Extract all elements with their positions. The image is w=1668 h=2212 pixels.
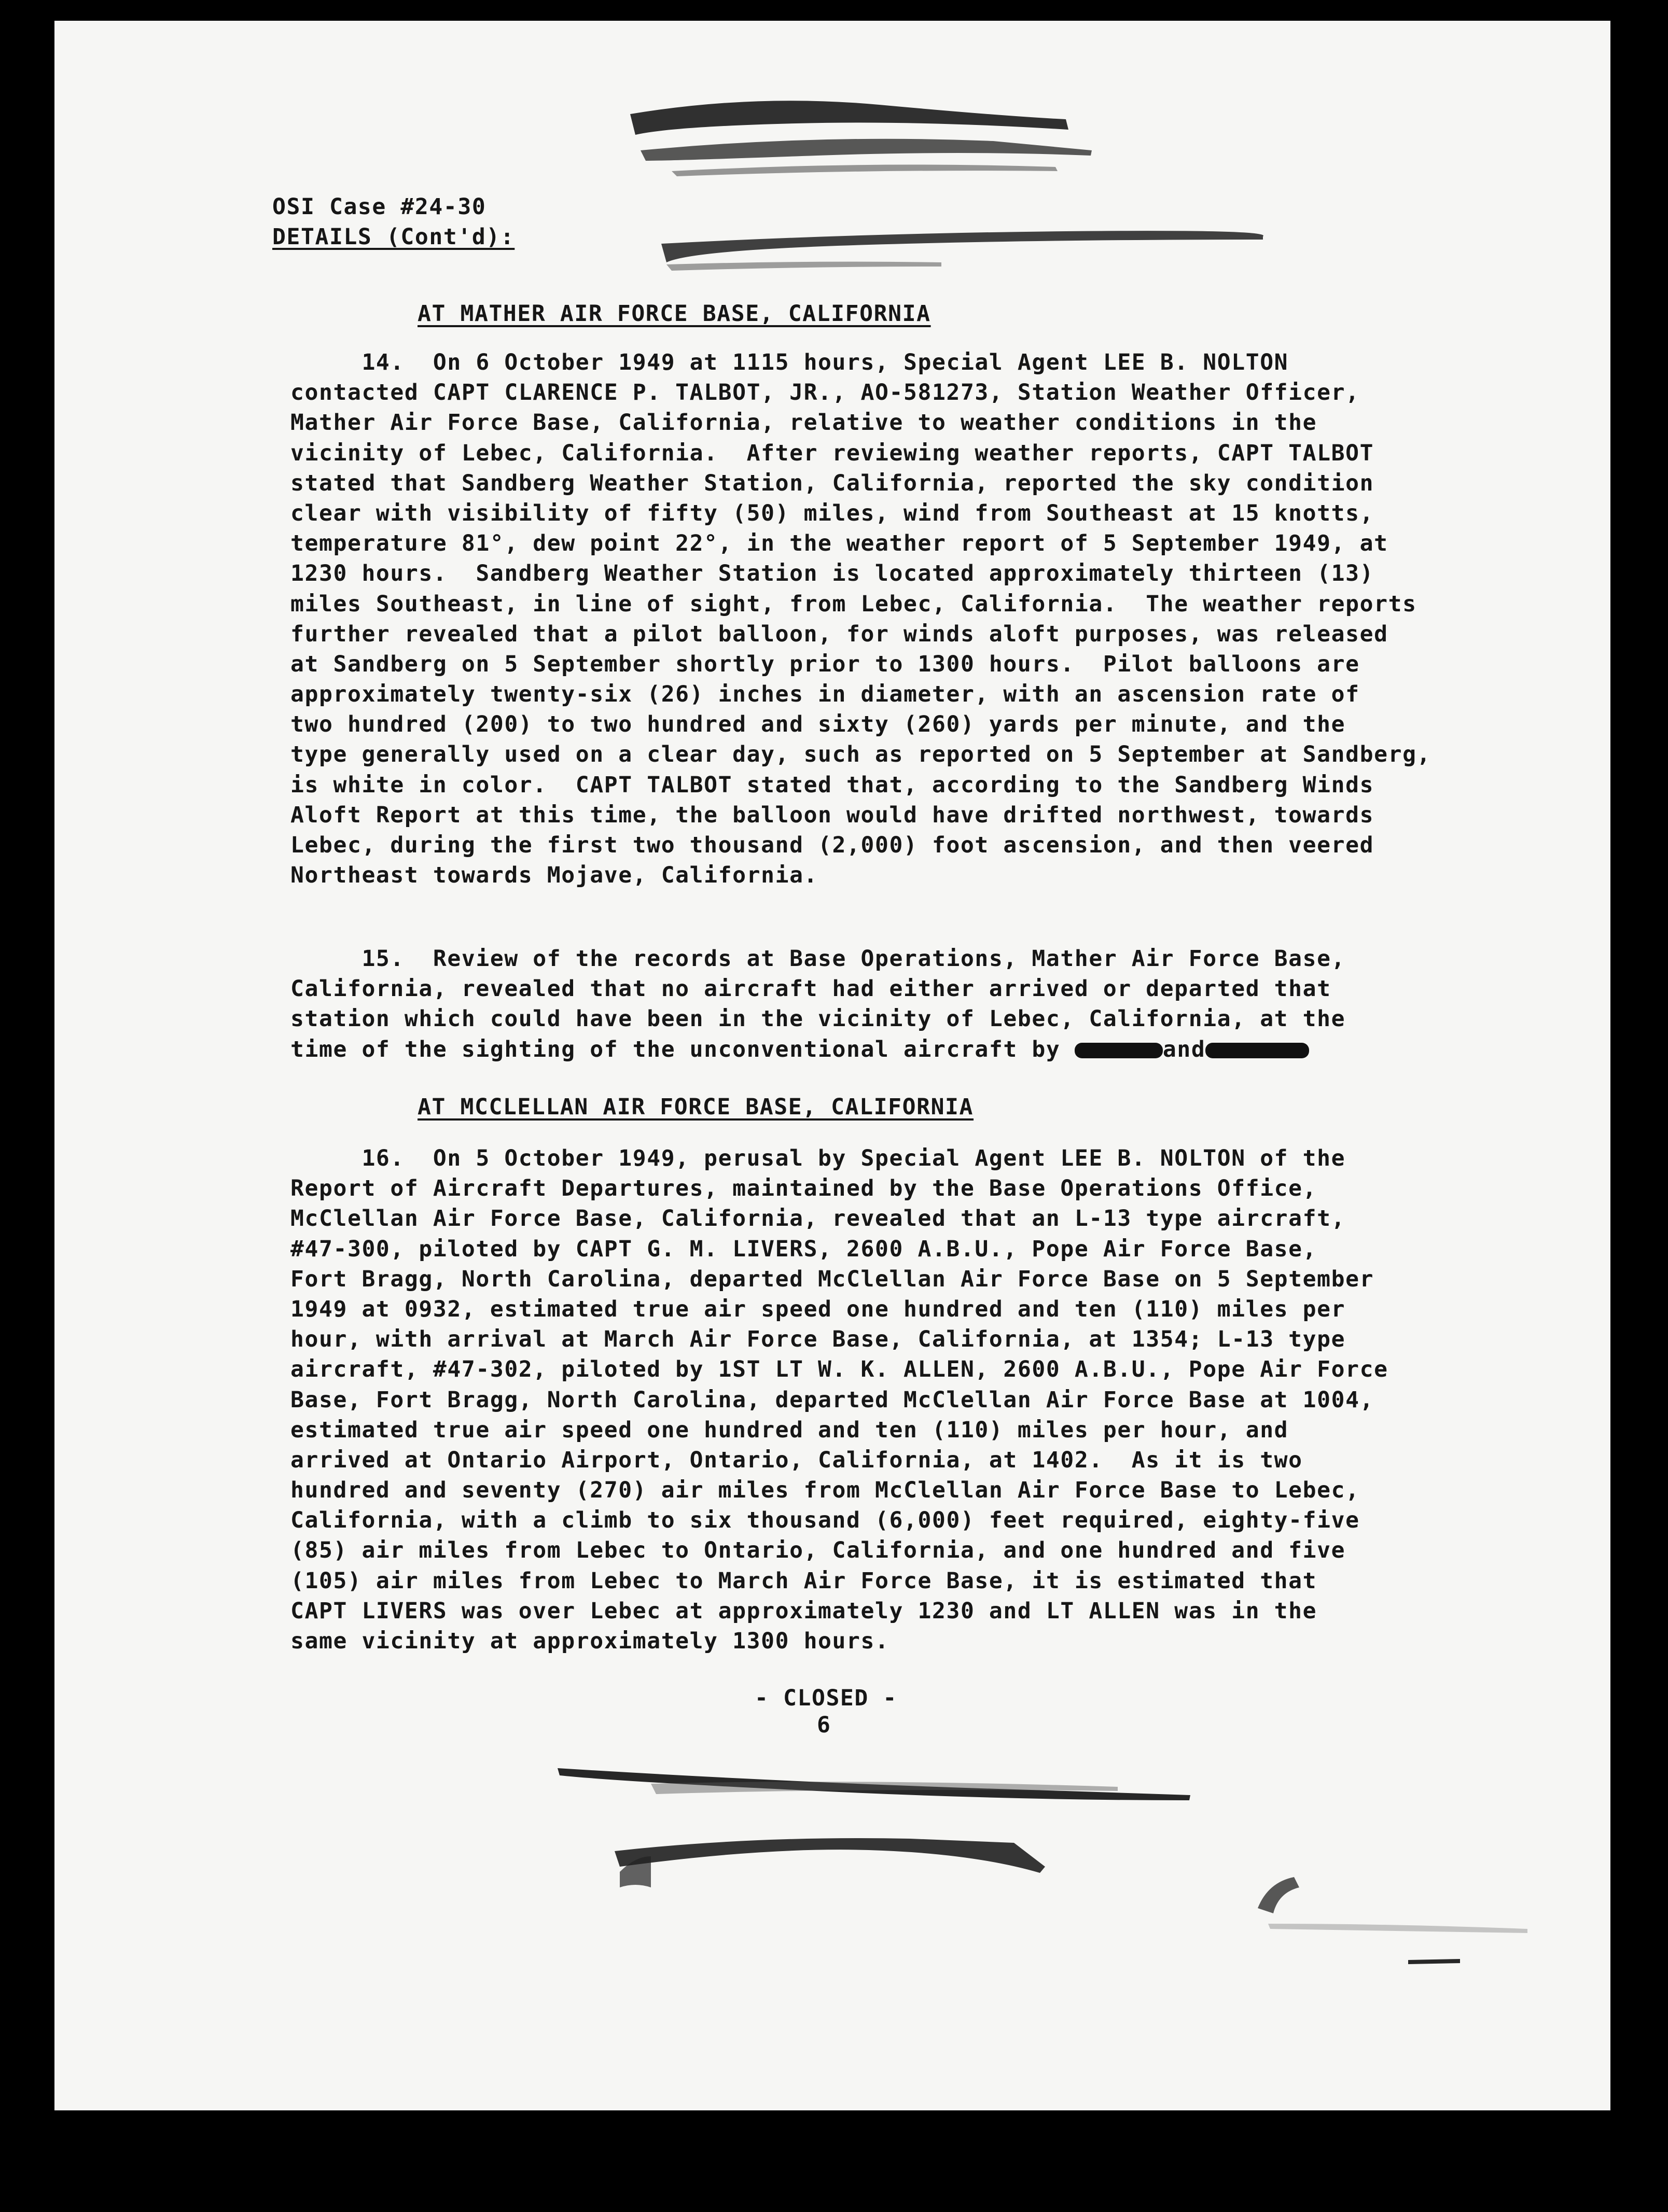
text-line: arrived at Ontario Airport, Ontario, California, at 1402. As it is two <box>290 1447 1303 1473</box>
text-line: CAPT LIVERS was over Lebec at approximately 1230 and LT ALLEN was in the <box>290 1598 1317 1624</box>
text-line: (85) air miles from Lebec to Ontario, California, and one hundred and five <box>290 1537 1346 1564</box>
text-line: 14. On 6 October 1949 at 1115 hours, Special Agent LEE B. NOLTON <box>290 349 1289 375</box>
text-line: 16. On 5 October 1949, perusal by Special Agent LEE B. NOLTON of the <box>290 1145 1346 1171</box>
paragraph-16 <box>290 1143 1535 1656</box>
text-line: estimated true air speed one hundred and ten (110) miles per hour, and <box>290 1417 1289 1443</box>
text-line: station which could have been in the vicinity of Lebec, California, at the <box>290 1006 1346 1032</box>
text-line: further revealed that a pilot balloon, for winds aloft purposes, was released <box>290 621 1388 647</box>
text-line: time of the sighting of the unconventional aircraft by <box>290 1036 1061 1062</box>
text-line: 1949 at 0932, estimated true air speed one hundred and ten (110) miles per <box>290 1296 1346 1322</box>
text-line: Mather Air Force Base, California, relative to weather conditions in the <box>290 410 1317 436</box>
text-line: McClellan Air Force Base, California, revealed that an L-13 type aircraft, <box>290 1206 1346 1232</box>
text-line: two hundred (200) to two hundred and sixty (260) yards per minute, and the <box>290 711 1346 738</box>
page-number: 6 <box>817 1712 831 1738</box>
text-line: clear with visibility of fifty (50) miles, wind from Southeast at 15 knotts, <box>290 500 1374 526</box>
text-line: vicinity of Lebec, California. After reviewing weather reports, CAPT TALBOT <box>290 440 1374 466</box>
text-line: California, with a climb to six thousand (6,000) feet required, eighty-five <box>290 1507 1360 1534</box>
text-line: contacted CAPT CLARENCE P. TALBOT, JR., AO-581273, Station Weather Officer, <box>290 380 1360 406</box>
text-line: Lebec, during the first two thousand (2,000) foot ascension, and then veered <box>290 832 1374 858</box>
redaction-block <box>1205 1043 1309 1058</box>
case-number: OSI Case #24-30 <box>272 194 486 220</box>
text-line: aircraft, #47-302, piloted by 1ST LT W. K. ALLEN, 2600 A.B.U., Pope Air Force <box>290 1356 1388 1383</box>
text-line: Northeast towards Mojave, California. <box>290 862 818 889</box>
top-classification-stamp <box>599 73 1118 187</box>
text-line: miles Southeast, in line of sight, from Lebec, California. The weather reports <box>290 591 1417 617</box>
text-line: stated that Sandberg Weather Station, California, reported the sky condition <box>290 470 1374 496</box>
text-line: (105) air miles from Lebec to March Air Force Base, it is estimated that <box>290 1567 1317 1594</box>
text-line: Base, Fort Bragg, North Carolina, departed McClellan Air Force Base at 1004, <box>290 1387 1374 1413</box>
text-line: temperature 81°, dew point 22°, in the weather report of 5 September 1949, at <box>290 530 1388 557</box>
corner-smudge <box>1237 1846 1600 1970</box>
text-line: Report of Aircraft Departures, maintained by the Base Operations Office, <box>290 1175 1317 1202</box>
text-line-with-redactions <box>290 1034 1535 1065</box>
text-line: at Sandberg on 5 September shortly prior to 1300 hours. Pilot balloons are <box>290 651 1360 677</box>
text-line: Aloft Report at this time, the balloon would have drifted northwest, towards <box>290 802 1374 828</box>
closed-marker: - CLOSED - <box>755 1685 897 1711</box>
text-line: 1230 hours. Sandberg Weather Station is located approximately thirteen (13) <box>290 561 1374 587</box>
details-label: DETAILS (Cont'd): <box>272 224 515 250</box>
bottom-classification-stamp <box>547 1737 1247 1903</box>
document-header <box>272 192 515 252</box>
section-heading-mather: AT MATHER AIR FORCE BASE, CALIFORNIA <box>418 301 931 327</box>
text-line: hundred and seventy (270) air miles from McClellan Air Force Base to Lebec, <box>290 1477 1360 1504</box>
document-page <box>54 21 1610 2110</box>
conjunction-text: and <box>1162 1036 1206 1062</box>
redaction-block <box>1075 1043 1163 1058</box>
header-stamp-streak <box>651 213 1273 285</box>
text-line: same vicinity at approximately 1300 hours. <box>290 1628 889 1654</box>
text-line: hour, with arrival at March Air Force Base, California, at 1354; L-13 type <box>290 1326 1346 1353</box>
text-line: #47-300, piloted by CAPT G. M. LIVERS, 2600 A.B.U., Pope Air Force Base, <box>290 1236 1317 1262</box>
text-line: Fort Bragg, North Carolina, departed McClellan Air Force Base on 5 September <box>290 1266 1374 1292</box>
text-line: approximately twenty-six (26) inches in diameter, with an ascension rate of <box>290 681 1360 708</box>
paragraph-15 <box>290 944 1535 1065</box>
text-line: California, revealed that no aircraft had either arrived or departed that <box>290 976 1331 1002</box>
paragraph-14 <box>290 347 1535 890</box>
text-line: is white in color. CAPT TALBOT stated that, according to the Sandberg Winds <box>290 772 1374 798</box>
text-line: 15. Review of the records at Base Operations, Mather Air Force Base, <box>290 946 1346 972</box>
text-line: type generally used on a clear day, such as reported on 5 September at Sandberg, <box>290 741 1431 768</box>
section-heading-mcclellan: AT MCCLELLAN AIR FORCE BASE, CALIFORNIA <box>418 1094 974 1120</box>
